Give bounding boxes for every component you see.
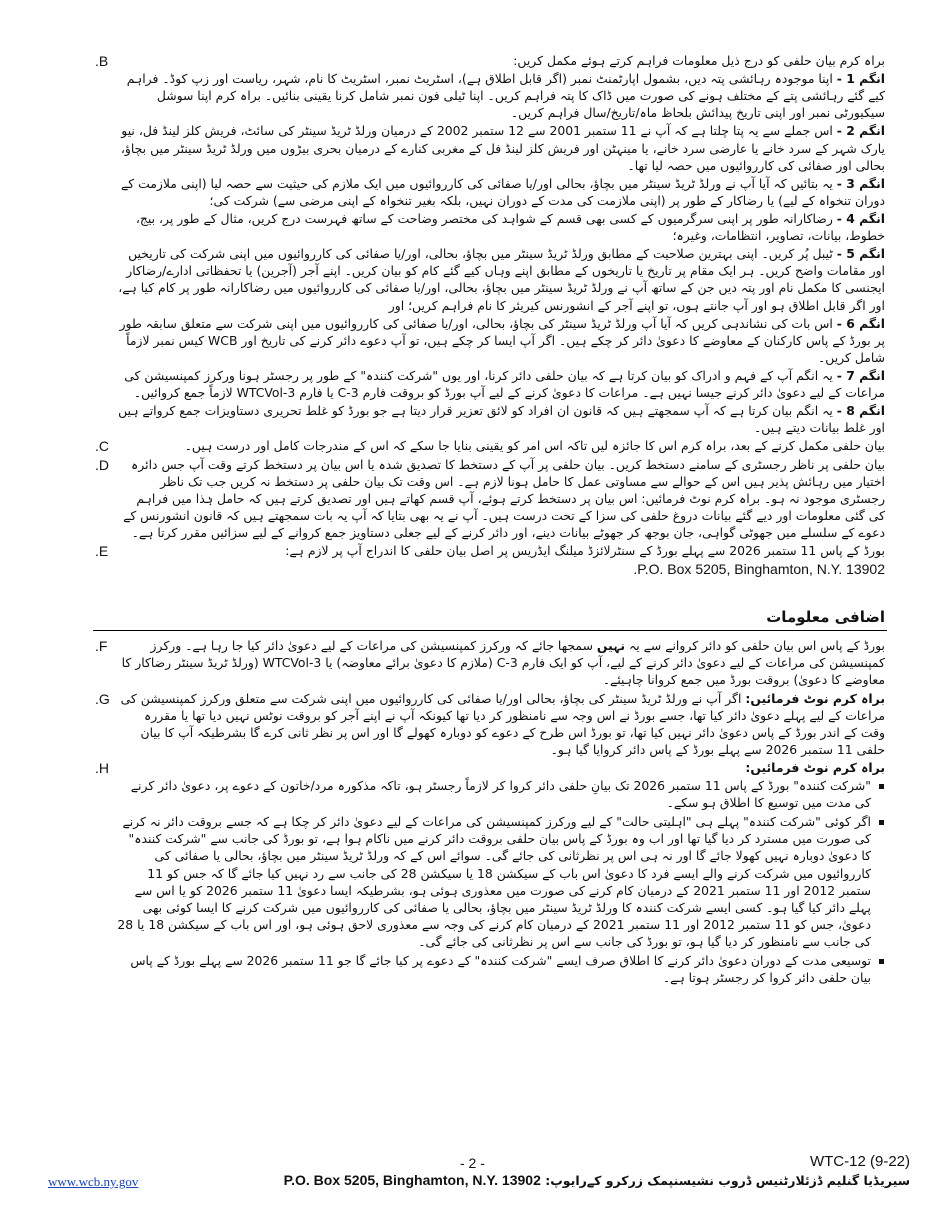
item-3: انگم 3 - یہ بتائیں کہ آیا آپ نے ورلڈ ٹریڈ سینٹر میں بچاؤ، بحالی اور/یا صفائی کی کارروائیوں میں ایک ملازم کی حیثیت سے حصہ لیا (اپنی ملازمت کے دوران تنخواہ کے لیے) یا رضاکار کے طور پر (اپنی ملازمت کی مدت کے دوران نہیں، بلکہ بغیر تنخواہ کے اپنی مرضی سے) شرکت کی؛ — [120, 175, 885, 208]
section-h: .H براہ کرم نوٹ فرمائیں: "شرکت کنندہ" بورڈ کے پاس 11 ستمبر 2026 تک بیانِ حلفی دائر کروا کر لازماً رجسٹر ہو، تاکہ مذکورہ مرد/خاتون کے دعوے پر، دعویٰ دائر کرنے کی مدت میں توسیع کا اطلاق ہو سکے۔ اگر کوئی "شرکت کنندہ" پہلے ہی "اہلیتی حالت" کے لیے ورکرز کمپنسیشن کی مراعات کے لیے دعویٰ دائر کر چکا ہے کہ جسے بروقت دائر نہ کرنے کی صورت میں مسترد کر دیا گیا تھا اور اب وہ بورڈ کے پاس بیان حلفی بروقت دائر کرنے میں ناکام ہوا ہے، تو بورڈ کی جانب سے "شرکت کنندہ" کا دعویٰ دوبارہ نہیں کھولا جائے گا اور نہ ہی اس پر نظرثانی کی جائے گی۔ سوائے اس کے کہ ورلڈ ٹریڈ سینٹر میں بچاؤ، بحالی یا صفائی کی کارروائیوں میں شرکت کرنے والے ایسے فرد کا دعویٰ اس باب کے سیکشن 18 یا سیکشن 28 کی جانب سے رد نہیں کیا جائے گا کہ جس کو 11 ستمبر 2012 اور 11 ستمبر 2021 کے درمیان کام کرنے کی صورت میں معذوری ہوئی ہو، بشرطیکہ ایسا دعویٰ 11 ستمبر 2026 کو یا اس سے پہلے دائر کیا گیا ہو۔ کسی ایسے شرکت کنندہ کا ورلڈ ٹریڈ سینٹر میں بچاؤ، بحالی یا صفائی کی کارروائیوں میں شرکت کرنے کا ایسا کوئی بھی دعویٰ، جس کو 11 ستمبر 2012 اور 11 ستمبر 2021 کے درمیان کام کرنے کی وجہ سے معذوری لاحق ہوئی ہو، اور اس باب کے سیکشن 18 یا 28 کی جانب سے نامنظور کر دیا گیا ہو، تو بورڈ کی جانب سے اس پر نظرثانی کی جائے گی۔ توسیعی مدت کے دوران دعویٰ دائر کرنے کا اطلاق صرف ایسے "شرکت کنندہ" کے دعوے پر کیا جائے گا جو 11 ستمبر 2026 سے پہلے بورڈ کے پاس بیان حلفی دائر کروا کر رجسٹر ہوتا ہے۔ — [95, 759, 885, 986]
section-b-intro: براہ کرم بیان حلفی کو درج ذیل معلومات فراہم کرتے ہوئے مکمل کریں: — [513, 53, 885, 68]
notes-list — [117, 777, 885, 986]
section-label: .B — [95, 53, 109, 69]
section-f: .F بورڈ کے پاس اس بیان حلفی کو دائر کروانے سے یہ نہیں سمجھا جائے کہ ورکرز کمپنسیشن کی مراعات کے لیے دعویٰ دائر کیا جا رہا ہے۔ ورکرز کمپنسیشن کی مراعات کے لیے دعویٰ دائر کرنے کے لیے، آپ کو ایک فارم C-3 (ملازم کا دعویٰ برائے معاوضہ) یا WTCVol-3 (ورلڈ ٹریڈ سینٹر رضاکار کا معاوضے کا دعویٰ) بروقت بورڈ میں جمع کروانا چاہیئے۔ — [95, 638, 885, 688]
section-b — [95, 52, 885, 436]
footer-address: سیریڈیا گنلیم ڈزئلارٹنیس ڈروب نشیسنپمک زرکرو کےرایوپ: P.O. Box 5205, Binghamton, N.Y. 13902 — [283, 1172, 910, 1188]
list-item: "شرکت کنندہ" بورڈ کے پاس 11 ستمبر 2026 تک بیانِ حلفی دائر کروا کر لازماً رجسٹر ہو، تاکہ مذکورہ مرد/خاتون کے دعوے پر، دعویٰ دائر کرنے کی مدت میں توسیع کا اطلاق ہو سکے۔ — [117, 777, 871, 811]
item-head: انگم 6 - — [836, 315, 885, 331]
item-6: انگم 6 - اس بات کی نشاندہی کریں کہ آیا آپ ورلڈ ٹریڈ سینٹر کی بچاؤ، بحالی، اور/یا صفائی کی کارروائیوں میں اپنی شرکت سے متعلق سابقہ طور پر بورڈ کے پاس کارکنان کے معاوضے کا دعویٰ دائر کر چکے ہیں۔ اگر آپ ایسا کر چکے ہیں، تو آپ دعوے دائر کرنے کی تاریخ اور WCB کیس نمبر لازماً شامل کریں۔ — [119, 315, 885, 365]
section-e: .E بورڈ کے پاس 11 ستمبر 2026 سے پہلے بورڈ کے سنٹرلائزڈ میلنگ ایڈریس پر اصل بیان حلفی کا اندراج آپ پر لازم ہے: .P.O. Box 5205, Binghamton, N.Y. 13902 — [117, 542, 885, 579]
item-head: انگم 4 - — [836, 210, 885, 226]
form-id: WTC-12 (9-22) — [809, 1153, 910, 1170]
item-head: انگم 7 - — [836, 367, 885, 383]
website-link[interactable]: www.wcb.ny.gov — [48, 1174, 139, 1189]
item-head: انگم 1 - — [836, 71, 885, 87]
section-label: .H — [95, 759, 109, 776]
item-head: انگم 2 - — [836, 123, 885, 139]
divider — [93, 630, 887, 631]
section-label: .F — [95, 638, 108, 655]
section-label: .E — [95, 543, 109, 560]
item-1: انگم 1 - اپنا موجودہ رہائشی پتہ دیں، بشمول اپارٹمنٹ نمبر (اگر قابل اطلاق ہے)، اسٹریٹ نمبر، اسٹریٹ کا نام، شہر، ریاست اور زپ کوڈ۔ فراہم کیے گئے رہائشی پتے کے مختلف ہونے کی صورت میں ڈاک کا پتہ فراہم کریں۔ اپنا ٹیلی فون نمبر شامل کرنا یقینی بنائیں۔ براہ کرم اپنا سوشل سیکیورٹی نمبر اور اپنی تاریخ پیدائش بلحاظ ماہ/تاریخ/سال فراہم کریں۔ — [126, 71, 885, 121]
item-head: انگم 3 - — [836, 175, 885, 191]
section-label: .C — [95, 438, 109, 455]
page-number: - 2 - — [460, 1155, 485, 1171]
item-head: انگم 5 - — [836, 246, 885, 262]
section-c: .C بیان حلفی مکمل کرنے کے بعد، براہ کرم اس کا جائزہ لیں تاکہ اس امر کو یقینی بنایا جا سکے کہ اس کے مندرجات کامل اور درست ہیں۔ — [117, 437, 885, 454]
item-head: انگم 8 - — [836, 403, 885, 419]
list-item: اگر کوئی "شرکت کنندہ" پہلے ہی "اہلیتی حالت" کے لیے ورکرز کمپنسیشن کی مراعات کے لیے دعویٰ دائر کر چکا ہے کہ جسے بروقت دائر نہ کرنے کی صورت میں مسترد کر دیا گیا تھا اور اب وہ بورڈ کے پاس بیان حلفی بروقت دائر کرنے میں ناکام ہوا ہے، تو بورڈ کی جانب سے "شرکت کنندہ" کا دعویٰ دوبارہ نہیں کھولا جائے گا اور نہ ہی اس پر نظرثانی کی جائے گی۔ سوائے اس کے کہ ورلڈ ٹریڈ سینٹر میں بچاؤ، بحالی یا صفائی کی کارروائیوں میں شرکت کرنے والے ایسے فرد کا دعویٰ اس باب کے سیکشن 18 یا سیکشن 28 کی جانب سے رد نہیں کیا جائے گا کہ جس کو 11 ستمبر 2012 اور 11 ستمبر 2021 کے درمیان کام کرنے کی صورت میں معذوری ہوئی ہو، بشرطیکہ ایسا دعویٰ 11 ستمبر 2026 کو یا اس سے پہلے دائر کیا گیا ہو۔ کسی ایسے شرکت کنندہ کا ورلڈ ٹریڈ سینٹر میں بچاؤ، بحالی یا صفائی کی کارروائیوں میں شرکت کرنے کا ایسا کوئی بھی دعویٰ، جس کو 11 ستمبر 2012 اور 11 ستمبر 2021 کے درمیان کام کرنے کی وجہ سے معذوری لاحق ہوئی ہو، اور اس باب کے سیکشن 18 یا 28 کی جانب سے نامنظور کر دیا گیا ہو، تو بورڈ کی جانب سے اس پر نظرثانی کی جائے گی۔ — [117, 814, 871, 950]
section-label: .G — [95, 690, 110, 707]
item-7: انگم 7 - یہ انگم آپ کے فہم و ادراک کو بیان کرتا ہے کہ بیان حلفی دائر کرنا، اور یوں "شرکت کنندہ" کے طور پر رجسٹر ہونا ورکرز کمپنسیشن کی مراعات کے لیے دعویٰ دائر کرنے جیسا نہیں ہے۔ مراعات کا دعویٰ کرنے کے لیے آپ بورڈ کو بروقت فارم C-3 یا فارم WTCVol-3 لازماً جمع کروائیں۔ — [124, 367, 885, 401]
additional-info-heading: اضافی معلومات — [766, 608, 885, 627]
item-5: انگم 5 - ٹیبل پُر کریں۔ اپنی بہترین صلاحیت کے مطابق ورلڈ ٹریڈ سینٹر میں بچاؤ، بحالی، اور/یا صفائی کی کارروائیوں میں اپنی شرکت کی تاریخیں اور مقامات واضح کریں۔ ہر ایک مقام پر تاریخ یا تاریخوں کے مطابق اپنے وہاں کیے گئے کام کو بیان کریں۔ اپنے آجر (آجرین) یا تحفظاتی ادارے/رضاکار ایجنسی کا مکمل نام اور پتہ دیں جن کے ساتھ آپ نے ورلڈ ٹریڈ سینٹر میں بچاؤ، بحالی، اور/یا صفائی کی کارروائیوں میں رضاکارانہ طور پر کام کیا ہے، اور اگر قابل اطلاق ہو اور آپ جانتے ہوں، تو اپنے آجر کے انشورنس کیریئر کا نام فراہم کریں؛ اور — [118, 246, 885, 313]
item-4: انگم 4 - رضاکارانہ طور پر اپنی سرگرمیوں کے کسی بھی قسم کے شواہد کی مختصر وضاحت کے ساتھ فہرست درج کریں، مثال کے طور پر، بیج، خطوط، بیانات، تصاویر، انتظامات، وغیرہ؛ — [135, 210, 885, 244]
item-2: انگم 2 - اس جملے سے یہ پتا چلتا ہے کہ آپ نے 11 ستمبر 2001 سے 12 ستمبر 2002 کے درمیان ورلڈ ٹریڈ سینٹر کی سائٹ، فریش کلز لینڈ فل، نیو یارک شہر کے سرد خانے یا عارضی سرد خانے، یا مینہٹن اور فریش کلز لینڈ فل کے مغربی کنارے کے درمیان بحری بیڑوں میں ورلڈ ٹریڈ سینٹر میں بچاؤ، بحالی اور صفائی کی کارروائیوں میں حصہ لیا تھا۔ — [120, 123, 885, 173]
mailing-address: .P.O. Box 5205, Binghamton, N.Y. 13902 — [633, 561, 885, 578]
list-item: توسیعی مدت کے دوران دعویٰ دائر کرنے کا اطلاق صرف ایسے "شرکت کنندہ" کے دعوے پر کیا جائے گا جو 11 ستمبر 2026 سے پہلے بورڈ کے پاس بیان حلفی دائر کروا کر رجسٹر ہوتا ہے۔ — [117, 952, 871, 986]
instructions-body — [95, 52, 885, 988]
section-g: .G براہ کرم نوٹ فرمائیں: اگر آپ نے ورلڈ ٹریڈ سینٹر کی بچاؤ، بحالی اور/یا صفائی کی کارروائیوں میں اپنی شرکت سے متعلق ورکرز کمپنسیشن کی مراعات کے لیے پہلے دعویٰ دائر کیا تھا، جسے بورڈ نے اس وجہ سے نامنظور کر دیا تھا کیونکہ آپ نے اپنے آجر کو بروقت نوٹس نہیں دیا تھا یا مقررہ وقت کے اندر بورڈ کے پاس دعویٰ دائر نہیں کیا تھا، تو بورڈ اس طرح کے دعوے کو دوبارہ کھولے گا اور اس پر نظر ثانی کرے گا بشرطیکہ آپ کا بیان حلفی 11 ستمبر 2026 سے پہلے بورڈ کے پاس دائر کروایا گیا ہو۔ — [95, 690, 885, 757]
item-8: انگم 8 - یہ انگم بیان کرتا ہے کہ آپ سمجھتے ہیں کہ قانون ان افراد کو لائق تعزیر قرار دیتا ہے جو بورڈ کو غلط تحریری دستاویزات جمع کرواتے ہیں اور غلط بیانات دیتے ہیں۔ — [118, 403, 885, 436]
section-d: .D بیان حلفی پر ناظر رجسٹری کے سامنے دستخط کریں۔ بیان حلفی پر آپ کے دستخط کا تصدیق شدہ یا اس بیان پر دستخط کرتے وقت آپ جس دائرہ اختیار میں رہائش پذیر ہیں اس کے حوالے سے مساوتی عمل کا حامل ہونا لازم ہے۔ اس وقت تک بیان حلفی پر دستخط نہ کریں جب تک ناظر رجسٹری موجود نہ ہو۔ براہ کرم نوٹ فرمائیں: اس بیان پر دستخط کرتے ہوئے، آپ قسم کھاتے ہیں اور تصدیق کرتے ہیں کہ حامل ہٰذا میں فراہم کی گئی معلومات اور دیے گئے بیانات دروغ حلفی کی سزا کے تحت درست ہیں۔ آپ نے یہ بھی بتایا کہ آپ یہ بات سمجھتے ہیں کہ قانون انشورنس کے دعوے کے سلسلے میں جھوٹی گواہی، جان بوجھ کر جھوٹے بیانات دینے، اور دائر کرنے کے لیے جعلی دستاویز جمع کروانے کے لیے سزائیں مقرر کرتا ہے۔ — [95, 456, 885, 540]
section-label: .D — [95, 456, 109, 473]
